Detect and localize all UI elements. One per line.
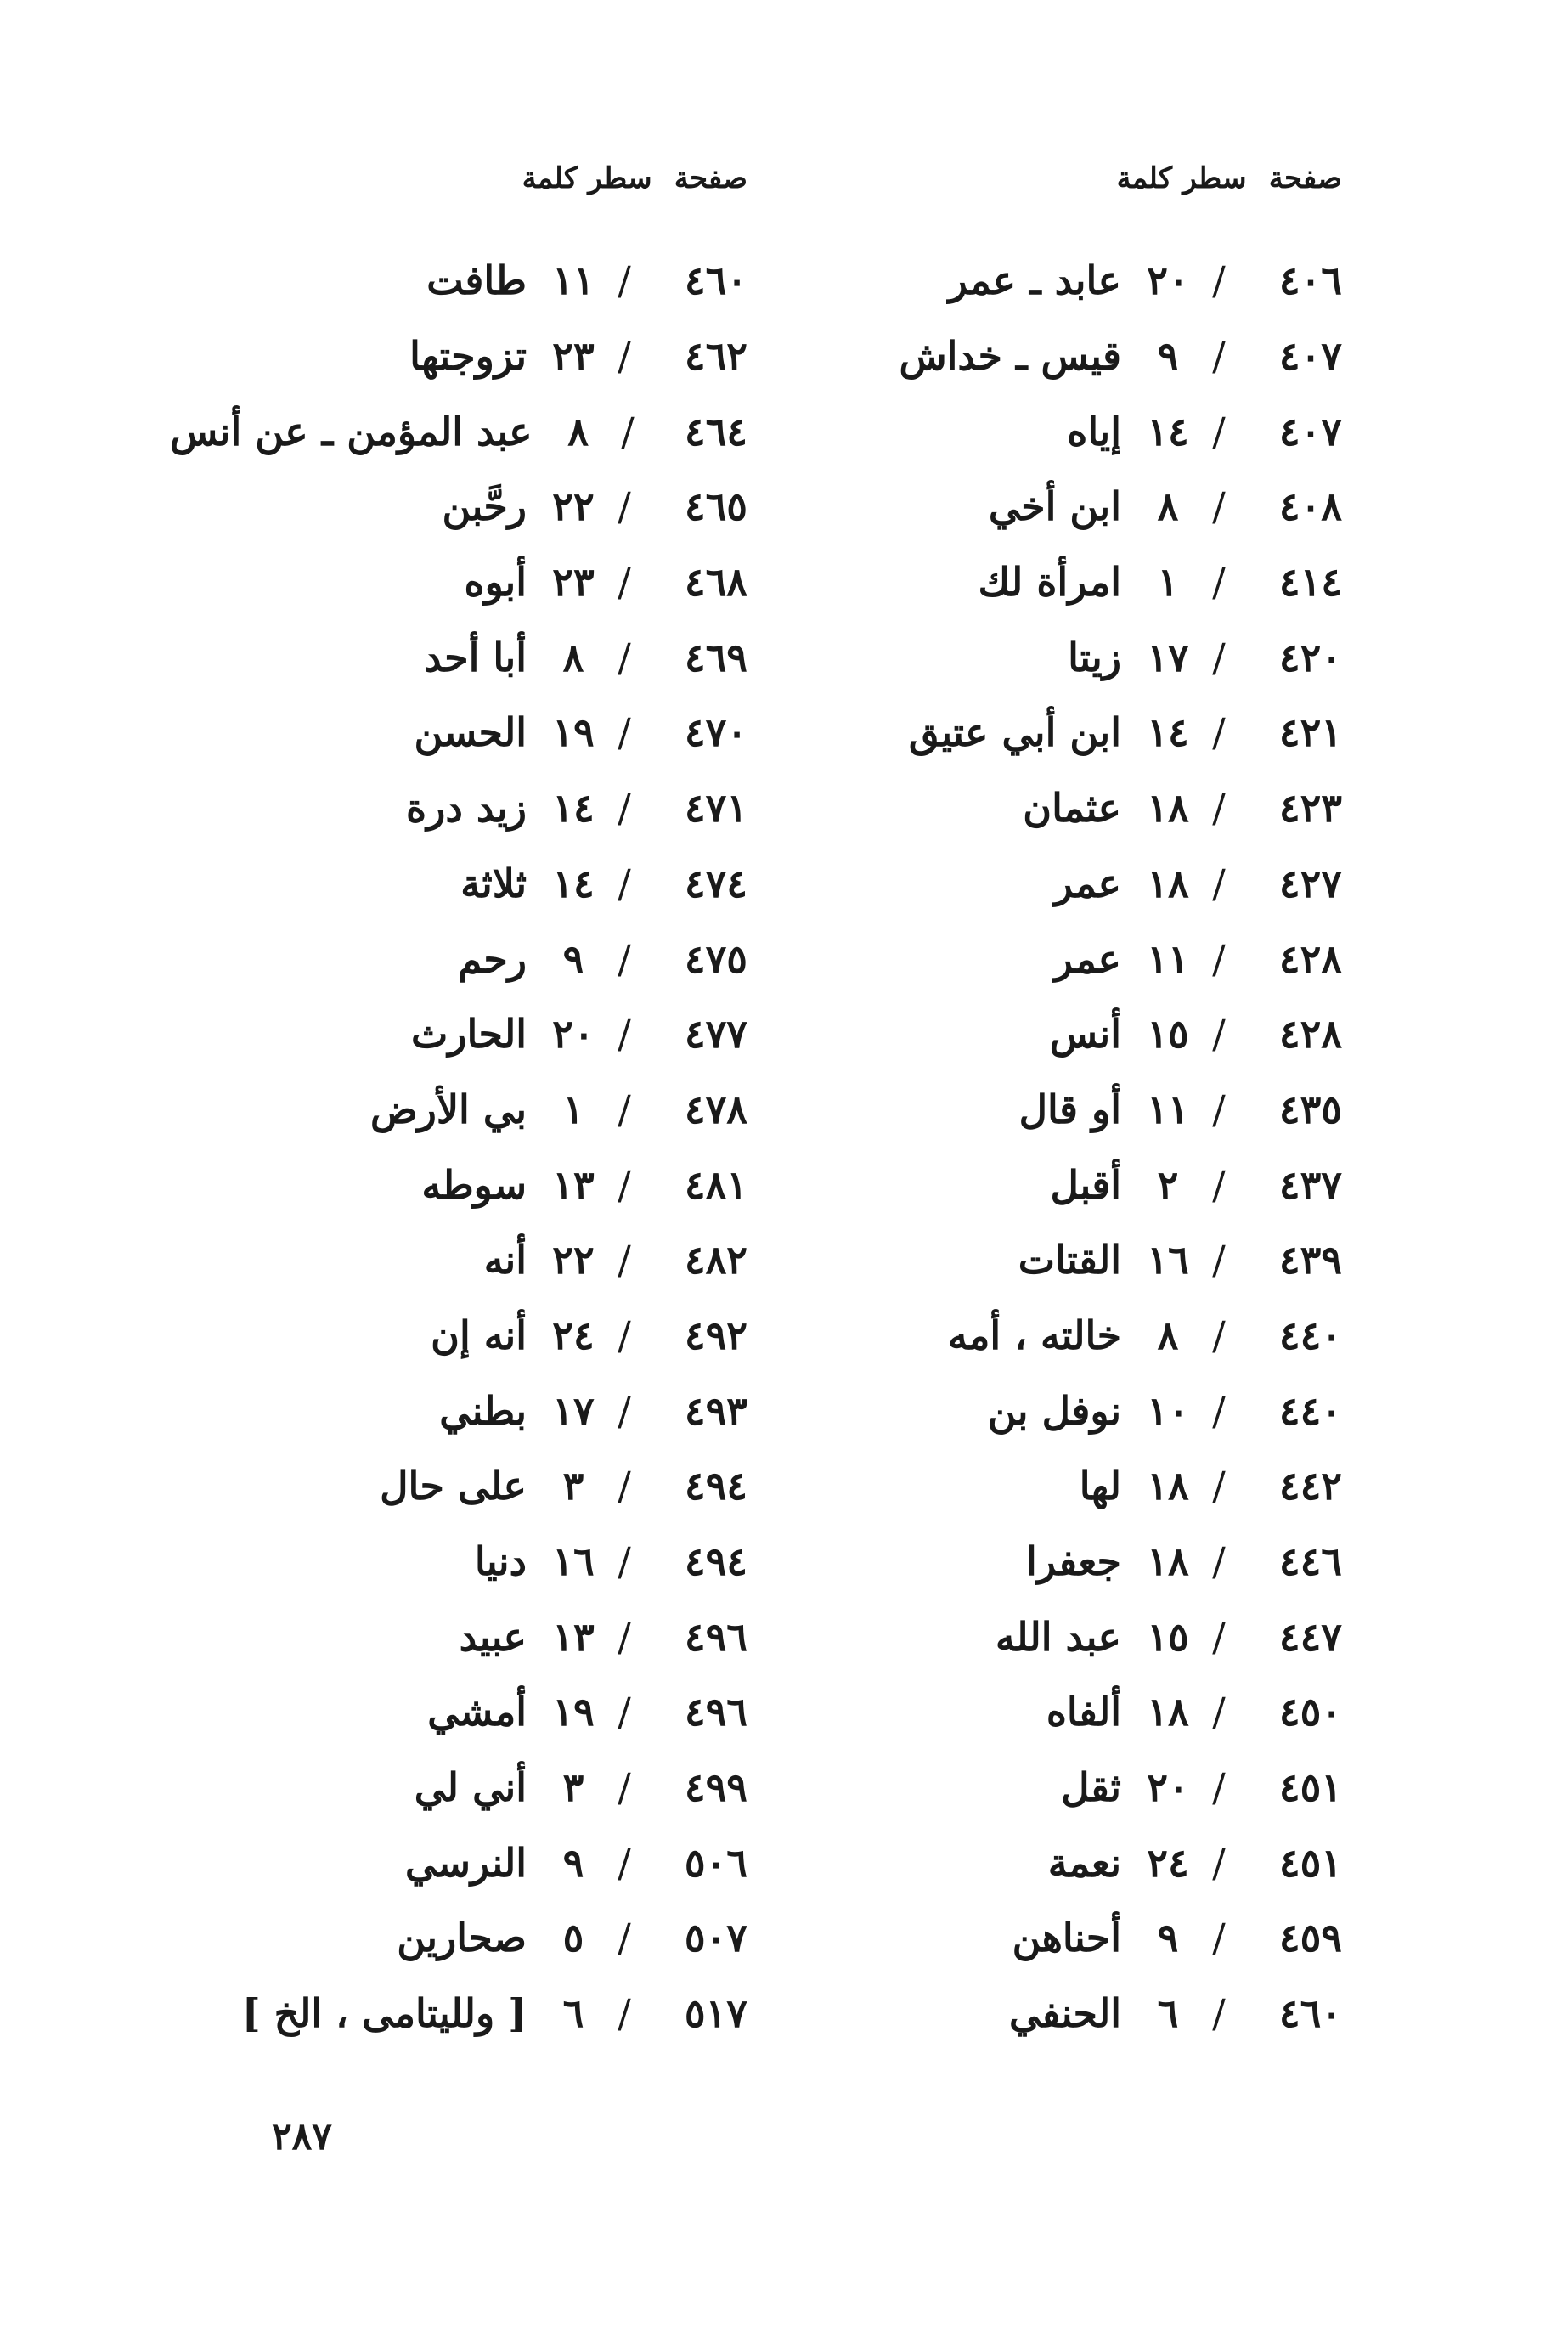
list-item — [858, 1222, 1342, 1298]
entry-line: ١٦ — [552, 1538, 595, 1585]
entry-line: ٨ — [567, 408, 589, 454]
entry-page: ٤٩٦ — [684, 1689, 747, 1735]
entry-page: ٤٥١ — [1278, 1764, 1342, 1811]
list-item — [858, 1674, 1342, 1750]
entry-page: ٤٣٧ — [1278, 1161, 1342, 1208]
entry-line: ١١ — [1147, 935, 1189, 982]
entry-word: على حال — [380, 1463, 527, 1509]
entry-line: ٨ — [562, 634, 584, 680]
entry-separator: / — [621, 408, 635, 454]
list-item — [858, 1373, 1342, 1448]
left-entries-list — [170, 243, 747, 2051]
list-item — [858, 1900, 1342, 1976]
entry-line: ٢٤ — [1147, 1839, 1189, 1886]
entry-line: ١٣ — [552, 1613, 595, 1660]
entry-line: ٢٠ — [552, 1011, 595, 1058]
entry-page: ٤٠٨ — [1278, 483, 1342, 530]
entry-line: ٢٢ — [552, 1237, 595, 1283]
entry-line: ١٨ — [1147, 860, 1189, 906]
entry-page: ٤٥٠ — [1278, 1689, 1342, 1735]
entry-word: عبد الله — [995, 1613, 1121, 1660]
entry-page: ٤٢٠ — [1278, 634, 1342, 680]
entry-separator: / — [618, 1915, 631, 1961]
page-number: ٢٨٧ — [272, 2115, 332, 2158]
entry-word: الحارث — [410, 1011, 527, 1058]
entry-word: بي الأرض — [370, 1086, 527, 1132]
list-item — [858, 469, 1342, 544]
entry-separator: / — [618, 1463, 631, 1509]
entry-word: عثمان — [1023, 785, 1121, 832]
entry-page: ٤٩٤ — [684, 1463, 747, 1509]
list-item — [170, 1072, 747, 1148]
entry-line: ٢ — [1157, 1161, 1179, 1208]
entry-separator: / — [1212, 1990, 1226, 2037]
entry-word: رحَّبن — [442, 483, 527, 530]
entry-separator: / — [1212, 1689, 1226, 1735]
entry-line: ١٨ — [1147, 1463, 1189, 1509]
entry-word: أني لي — [414, 1764, 527, 1811]
entry-separator: / — [1212, 408, 1226, 454]
entry-page: ٤٦٠ — [1278, 1990, 1342, 2037]
entry-page: ٤٧٧ — [684, 1011, 747, 1058]
entry-line: ١٨ — [1147, 1538, 1189, 1585]
entry-page: ٤٢١ — [1278, 709, 1342, 756]
entry-line: ٢٤ — [552, 1312, 595, 1358]
entry-separator: / — [618, 860, 631, 906]
entry-page: ٤٥١ — [1278, 1839, 1342, 1886]
entry-word: عبد المؤمن ـ عن أنس — [170, 408, 533, 454]
entry-separator: / — [618, 1387, 631, 1434]
entry-separator: / — [1212, 1011, 1226, 1058]
list-item — [858, 1825, 1342, 1900]
list-item — [170, 1976, 747, 2051]
entry-page: ٥٠٦ — [684, 1839, 747, 1886]
entry-separator: / — [1212, 860, 1226, 906]
entry-page: ٤٦٩ — [684, 634, 747, 680]
list-item — [858, 393, 1342, 469]
entry-separator: / — [618, 1538, 631, 1585]
entry-word: زيتا — [1068, 634, 1121, 680]
entry-separator: / — [618, 333, 631, 380]
entry-separator: / — [1212, 634, 1226, 680]
entry-page: ٤٨٢ — [684, 1237, 747, 1283]
entry-word: طافت — [426, 257, 527, 304]
entry-page: ٤١٤ — [1278, 559, 1342, 606]
entry-line: ٩ — [562, 1839, 584, 1886]
list-item — [170, 846, 747, 922]
entry-separator: / — [618, 785, 631, 832]
list-item — [170, 1599, 747, 1674]
entry-line: ١ — [562, 1086, 584, 1132]
entry-word: أمشي — [427, 1689, 527, 1735]
list-item — [170, 1750, 747, 1825]
entry-word: زيد درة — [406, 785, 527, 832]
entry-line: ١٤ — [552, 785, 595, 832]
entry-page: ٤٤٠ — [1278, 1387, 1342, 1434]
entry-word: جعفرا — [1025, 1538, 1121, 1585]
list-item — [170, 1147, 747, 1222]
entry-page: ٤٥٩ — [1278, 1915, 1342, 1961]
entry-word: نوفل بن — [987, 1387, 1121, 1434]
entry-page: ٤٦٨ — [684, 559, 747, 606]
entry-separator: / — [1212, 257, 1226, 304]
entry-word: ابن أخي — [988, 483, 1121, 530]
list-item — [858, 1147, 1342, 1222]
entry-line: ٣ — [562, 1764, 584, 1811]
entry-page: ٤٩٢ — [684, 1312, 747, 1358]
entry-page: ٤٢٧ — [1278, 860, 1342, 906]
entry-line: ١٤ — [552, 860, 595, 906]
entry-page: ٤٩٩ — [684, 1764, 747, 1811]
list-item — [858, 544, 1342, 620]
entry-word: عابد ـ عمر — [948, 257, 1121, 304]
entry-page: ٤٩٦ — [684, 1613, 747, 1660]
entry-page: ٤٤٦ — [1278, 1538, 1342, 1585]
entry-line: ١٩ — [552, 1689, 595, 1735]
entry-word: القتات — [1018, 1237, 1121, 1283]
entry-word: سوطه — [421, 1161, 527, 1208]
entry-page: ٤٢٣ — [1278, 785, 1342, 832]
list-item — [170, 1825, 747, 1900]
entry-line: ١١ — [1147, 1086, 1189, 1132]
list-item — [858, 1448, 1342, 1524]
list-item — [170, 1222, 747, 1298]
entry-page: ٤٩٤ — [684, 1538, 747, 1585]
list-item — [170, 921, 747, 996]
entry-word: أنه — [483, 1237, 527, 1283]
list-item — [858, 770, 1342, 846]
entry-line: ١٧ — [1147, 634, 1189, 680]
entry-separator: / — [1212, 1538, 1226, 1585]
list-item — [858, 921, 1342, 996]
entry-page: ٤٤٢ — [1278, 1463, 1342, 1509]
entry-separator: / — [1212, 1387, 1226, 1434]
entry-word: إياه — [1067, 408, 1121, 454]
entry-page: ٤٠٧ — [1278, 333, 1342, 380]
entry-separator: / — [618, 1689, 631, 1735]
entry-line: ١٥ — [1147, 1011, 1189, 1058]
entry-page: ٤٧٥ — [684, 935, 747, 982]
entry-word: أحناهن — [1012, 1915, 1121, 1961]
list-item — [858, 243, 1342, 319]
header-line: سطر — [1182, 161, 1247, 195]
entry-word: عمر — [1053, 860, 1121, 906]
list-item — [170, 544, 747, 620]
list-item — [858, 846, 1342, 922]
entry-line: ١٥ — [1147, 1613, 1189, 1660]
entry-separator: / — [1212, 1915, 1226, 1961]
entry-page: ٤٣٩ — [1278, 1237, 1342, 1283]
entry-line: ١٨ — [1147, 785, 1189, 832]
list-item — [858, 1524, 1342, 1599]
list-item — [170, 695, 747, 770]
entry-line: ١ — [1157, 559, 1179, 606]
entry-separator: / — [618, 559, 631, 606]
entry-word: الحسن — [414, 709, 527, 756]
entry-page: ٥٠٧ — [684, 1915, 747, 1961]
entry-line: ٦ — [562, 1990, 584, 2037]
entry-word: أو قال — [1018, 1086, 1121, 1132]
entry-word: أبا أحد — [424, 634, 527, 680]
entry-line: ٢٠ — [1147, 257, 1189, 304]
list-item — [858, 1750, 1342, 1825]
list-item — [170, 1900, 747, 1976]
entry-page: ٤٦٤ — [684, 408, 747, 454]
list-item — [858, 319, 1342, 394]
entry-line: ١٠ — [1147, 1387, 1189, 1434]
entry-separator: / — [1212, 1839, 1226, 1886]
left-column-header — [170, 161, 747, 212]
entry-word: أقبل — [1050, 1161, 1121, 1208]
list-item — [170, 1298, 747, 1374]
list-item — [858, 1298, 1342, 1374]
list-item — [858, 619, 1342, 695]
list-item — [170, 770, 747, 846]
entry-word: ثلاثة — [460, 860, 527, 906]
entry-page: ٤٤٧ — [1278, 1613, 1342, 1660]
entry-separator: / — [618, 1839, 631, 1886]
entry-line: ١٣ — [552, 1161, 595, 1208]
header-page: صفحة — [1268, 161, 1342, 195]
entry-word: [ ولليتامى ، الخ ] — [241, 1990, 527, 2037]
entry-separator: / — [1212, 1086, 1226, 1132]
entry-word: أنه إن — [431, 1312, 527, 1358]
entry-line: ٩ — [1157, 1915, 1179, 1961]
entry-line: ٨ — [1157, 1312, 1179, 1358]
right-entries-list — [858, 243, 1342, 2051]
entry-page: ٤٩٣ — [684, 1387, 747, 1434]
entry-word: رحم — [457, 935, 527, 982]
left-column — [170, 161, 747, 2051]
entry-page: ٤٠٧ — [1278, 408, 1342, 454]
list-item — [858, 996, 1342, 1072]
entry-page: ٥١٧ — [684, 1990, 747, 2037]
entry-line: ٢٣ — [552, 559, 595, 606]
entry-line: ١٦ — [1147, 1237, 1189, 1283]
entry-line: ٢٢ — [552, 483, 595, 530]
entry-separator: / — [1212, 1463, 1226, 1509]
entry-page: ٤٦٢ — [684, 333, 747, 380]
list-item — [170, 469, 747, 544]
entry-separator: / — [618, 1086, 631, 1132]
list-item — [170, 619, 747, 695]
entry-page: ٤٢٨ — [1278, 935, 1342, 982]
entry-word: امرأة لك — [978, 559, 1121, 606]
entry-separator: / — [618, 483, 631, 530]
entry-line: ٩ — [1157, 333, 1179, 380]
list-item — [170, 1373, 747, 1448]
entry-separator: / — [618, 257, 631, 304]
list-item — [858, 695, 1342, 770]
entry-separator: / — [618, 1312, 631, 1358]
list-item — [858, 1599, 1342, 1674]
entry-separator: / — [618, 1990, 631, 2037]
entry-separator: / — [1212, 1764, 1226, 1811]
header-word: كلمة — [1116, 161, 1172, 195]
entry-word: لها — [1079, 1463, 1121, 1509]
entry-line: ١٧ — [552, 1387, 595, 1434]
entry-line: ٩ — [562, 935, 584, 982]
entry-line: ٦ — [1157, 1990, 1179, 2037]
entry-separator: / — [618, 634, 631, 680]
entry-line: ٢٠ — [1147, 1764, 1189, 1811]
entry-page: ٤٧٠ — [684, 709, 747, 756]
entry-page: ٤٠٦ — [1278, 257, 1342, 304]
entry-word: قيس ـ خداش — [899, 333, 1121, 380]
entry-separator: / — [1212, 559, 1226, 606]
entry-word: النرسي — [405, 1839, 527, 1886]
entry-word: صحارين — [397, 1915, 527, 1961]
entry-page: ٤٢٨ — [1278, 1011, 1342, 1058]
entry-separator: / — [1212, 483, 1226, 530]
entry-word: أنس — [1049, 1011, 1121, 1058]
header-line: سطر — [588, 161, 652, 195]
entry-line: ١١ — [552, 257, 595, 304]
entry-separator: / — [618, 1011, 631, 1058]
entry-line: ١٨ — [1147, 1689, 1189, 1735]
entry-line: ١٤ — [1147, 408, 1189, 454]
entry-separator: / — [1212, 1613, 1226, 1660]
entry-page: ٤٧٨ — [684, 1086, 747, 1132]
list-item — [170, 1524, 747, 1599]
entry-word: عمر — [1053, 935, 1121, 982]
entry-separator: / — [1212, 1312, 1226, 1358]
header-page: صفحة — [674, 161, 747, 195]
entry-word: ألفاه — [1046, 1689, 1121, 1735]
entry-page: ٤٣٥ — [1278, 1086, 1342, 1132]
entry-line: ١٤ — [1147, 709, 1189, 756]
entry-word: نعمة — [1047, 1839, 1121, 1886]
list-item — [858, 1072, 1342, 1148]
entry-separator: / — [618, 1161, 631, 1208]
entry-page: ٤٦٠ — [684, 257, 747, 304]
right-column — [858, 161, 1342, 2051]
entry-separator: / — [1212, 709, 1226, 756]
entry-separator: / — [1212, 785, 1226, 832]
entry-line: ١٩ — [552, 709, 595, 756]
list-item — [170, 1674, 747, 1750]
entry-word: عبيد — [459, 1613, 527, 1660]
entry-separator: / — [618, 709, 631, 756]
entry-page: ٤٧٤ — [684, 860, 747, 906]
entry-separator: / — [1212, 935, 1226, 982]
list-item — [170, 243, 747, 319]
entry-separator: / — [618, 1237, 631, 1283]
entry-page: ٤٧١ — [684, 785, 747, 832]
entry-separator: / — [618, 1764, 631, 1811]
entry-page: ٤٤٠ — [1278, 1312, 1342, 1358]
entry-separator: / — [1212, 1237, 1226, 1283]
list-item — [170, 996, 747, 1072]
entry-line: ٨ — [1157, 483, 1179, 530]
entry-separator: / — [1212, 1161, 1226, 1208]
list-item — [170, 319, 747, 394]
list-item — [170, 393, 747, 469]
right-column-header — [858, 161, 1342, 212]
entry-word: ثقل — [1061, 1764, 1121, 1811]
entry-word: الحنفي — [1009, 1990, 1121, 2037]
entry-word: دنيا — [474, 1538, 527, 1585]
entry-line: ٣ — [562, 1463, 584, 1509]
entry-word: ابن أبي عتيق — [908, 709, 1121, 756]
list-item — [858, 1976, 1342, 2051]
list-item — [170, 1448, 747, 1524]
entry-word: تزوجتها — [409, 333, 527, 380]
entry-separator: / — [618, 935, 631, 982]
entry-page: ٤٨١ — [684, 1161, 747, 1208]
entry-separator: / — [618, 1613, 631, 1660]
entry-word: بطني — [439, 1387, 527, 1434]
entry-separator: / — [1212, 333, 1226, 380]
entry-page: ٤٦٥ — [684, 483, 747, 530]
entry-line: ٢٣ — [552, 333, 595, 380]
header-word: كلمة — [522, 161, 578, 195]
entry-word: خالته ، أمه — [948, 1312, 1121, 1358]
entry-word: أبوه — [464, 559, 527, 606]
entry-line: ٥ — [562, 1915, 584, 1961]
